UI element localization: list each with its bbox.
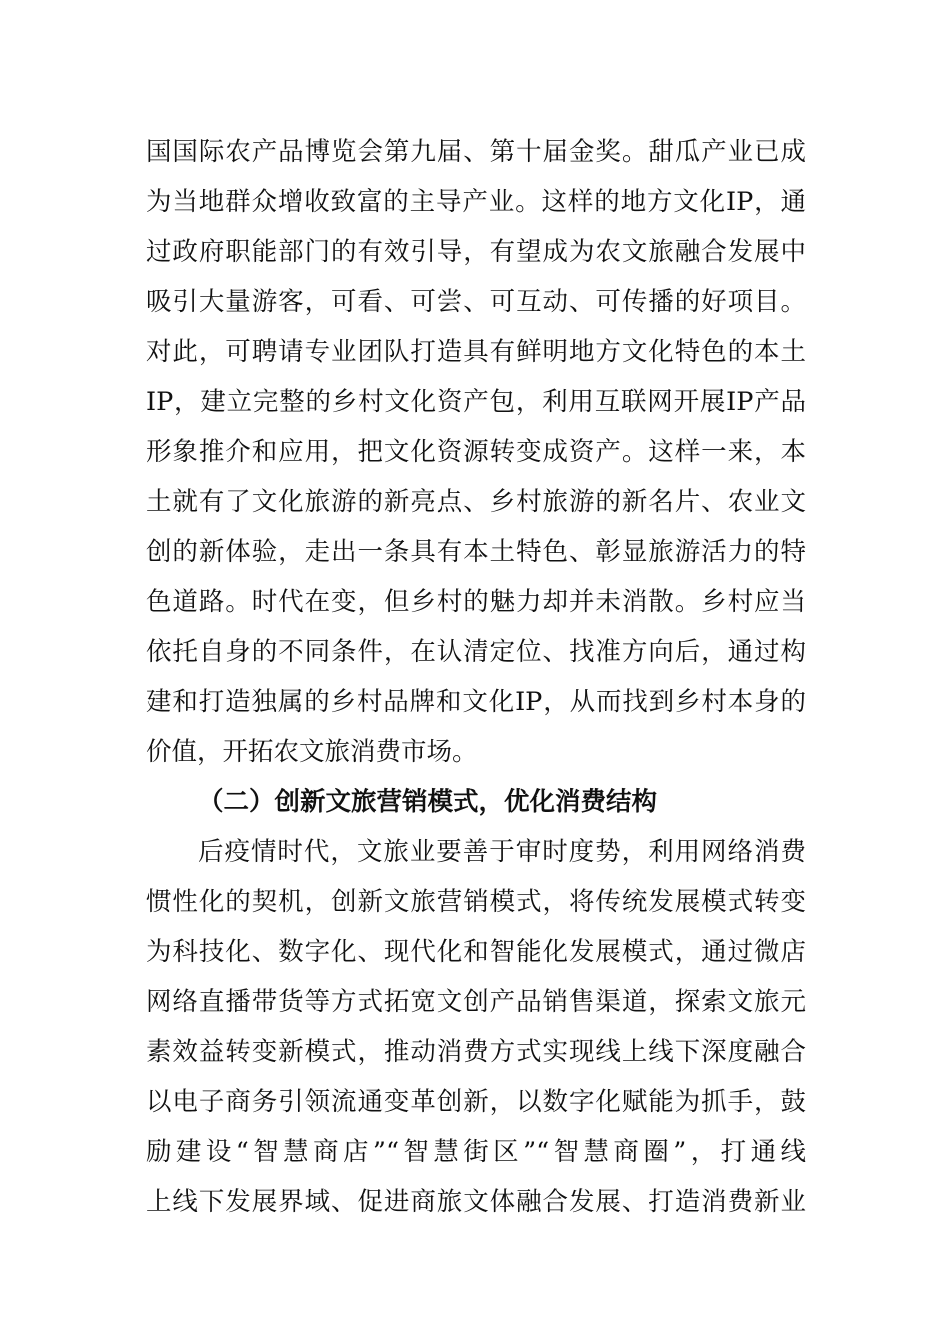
text-line: 素效益转变新模式，推动消费方式实现线上线下深度融合: [146, 1037, 806, 1067]
text-line: 以电子商务引领流通变革创新，以数字化赋能为抓手，鼓: [146, 1087, 806, 1117]
text-line: 创的新体验，走出一条具有本土特色、彰显旅游活力的特: [146, 537, 806, 567]
text-line: 为科技化、数字化、现代化和智能化发展模式，通过微店: [146, 937, 806, 967]
text-line: IP，建立完整的乡村文化资产包，利用互联网开展IP产品: [146, 387, 806, 417]
text-line: 网络直播带货等方式拓宽文创产品销售渠道，探索文旅元: [146, 987, 806, 1017]
text-line: 后疫情时代，文旅业要善于审时度势，利用网络消费: [198, 837, 806, 867]
text-line: 励建设“智慧商店”“智慧街区”“智慧商圈”，打通线: [146, 1137, 806, 1167]
text-line: 吸引大量游客，可看、可尝、可互动、可传播的好项目。: [146, 287, 806, 317]
text-line: 上线下发展界域、促进商旅文体融合发展、打造消费新业: [146, 1187, 806, 1217]
text-line: 惯性化的契机，创新文旅营销模式，将传统发展模式转变: [146, 887, 806, 917]
text-line: 形象推介和应用，把文化资源转变成资产。这样一来，本: [146, 437, 806, 467]
text-line: 价值，开拓农文旅消费市场。: [146, 737, 478, 767]
section-heading: （二）创新文旅营销模式，优化消费结构: [198, 787, 658, 817]
text-line: 依托自身的不同条件，在认清定位、找准方向后，通过构: [146, 637, 806, 667]
text-line: 为当地群众增收致富的主导产业。这样的地方文化IP，通: [146, 187, 806, 217]
text-line: 国国际农产品博览会第九届、第十届金奖。甜瓜产业已成: [146, 137, 806, 167]
text-line: 土就有了文化旅游的新亮点、乡村旅游的新名片、农业文: [146, 487, 806, 517]
text-line: 建和打造独属的乡村品牌和文化IP，从而找到乡村本身的: [146, 687, 806, 717]
text-line: 过政府职能部门的有效引导，有望成为农文旅融合发展中: [146, 237, 806, 267]
text-line: 色道路。时代在变，但乡村的魅力却并未消散。乡村应当: [146, 587, 806, 617]
text-line: 对此，可聘请专业团队打造具有鲜明地方文化特色的本土: [146, 337, 806, 367]
